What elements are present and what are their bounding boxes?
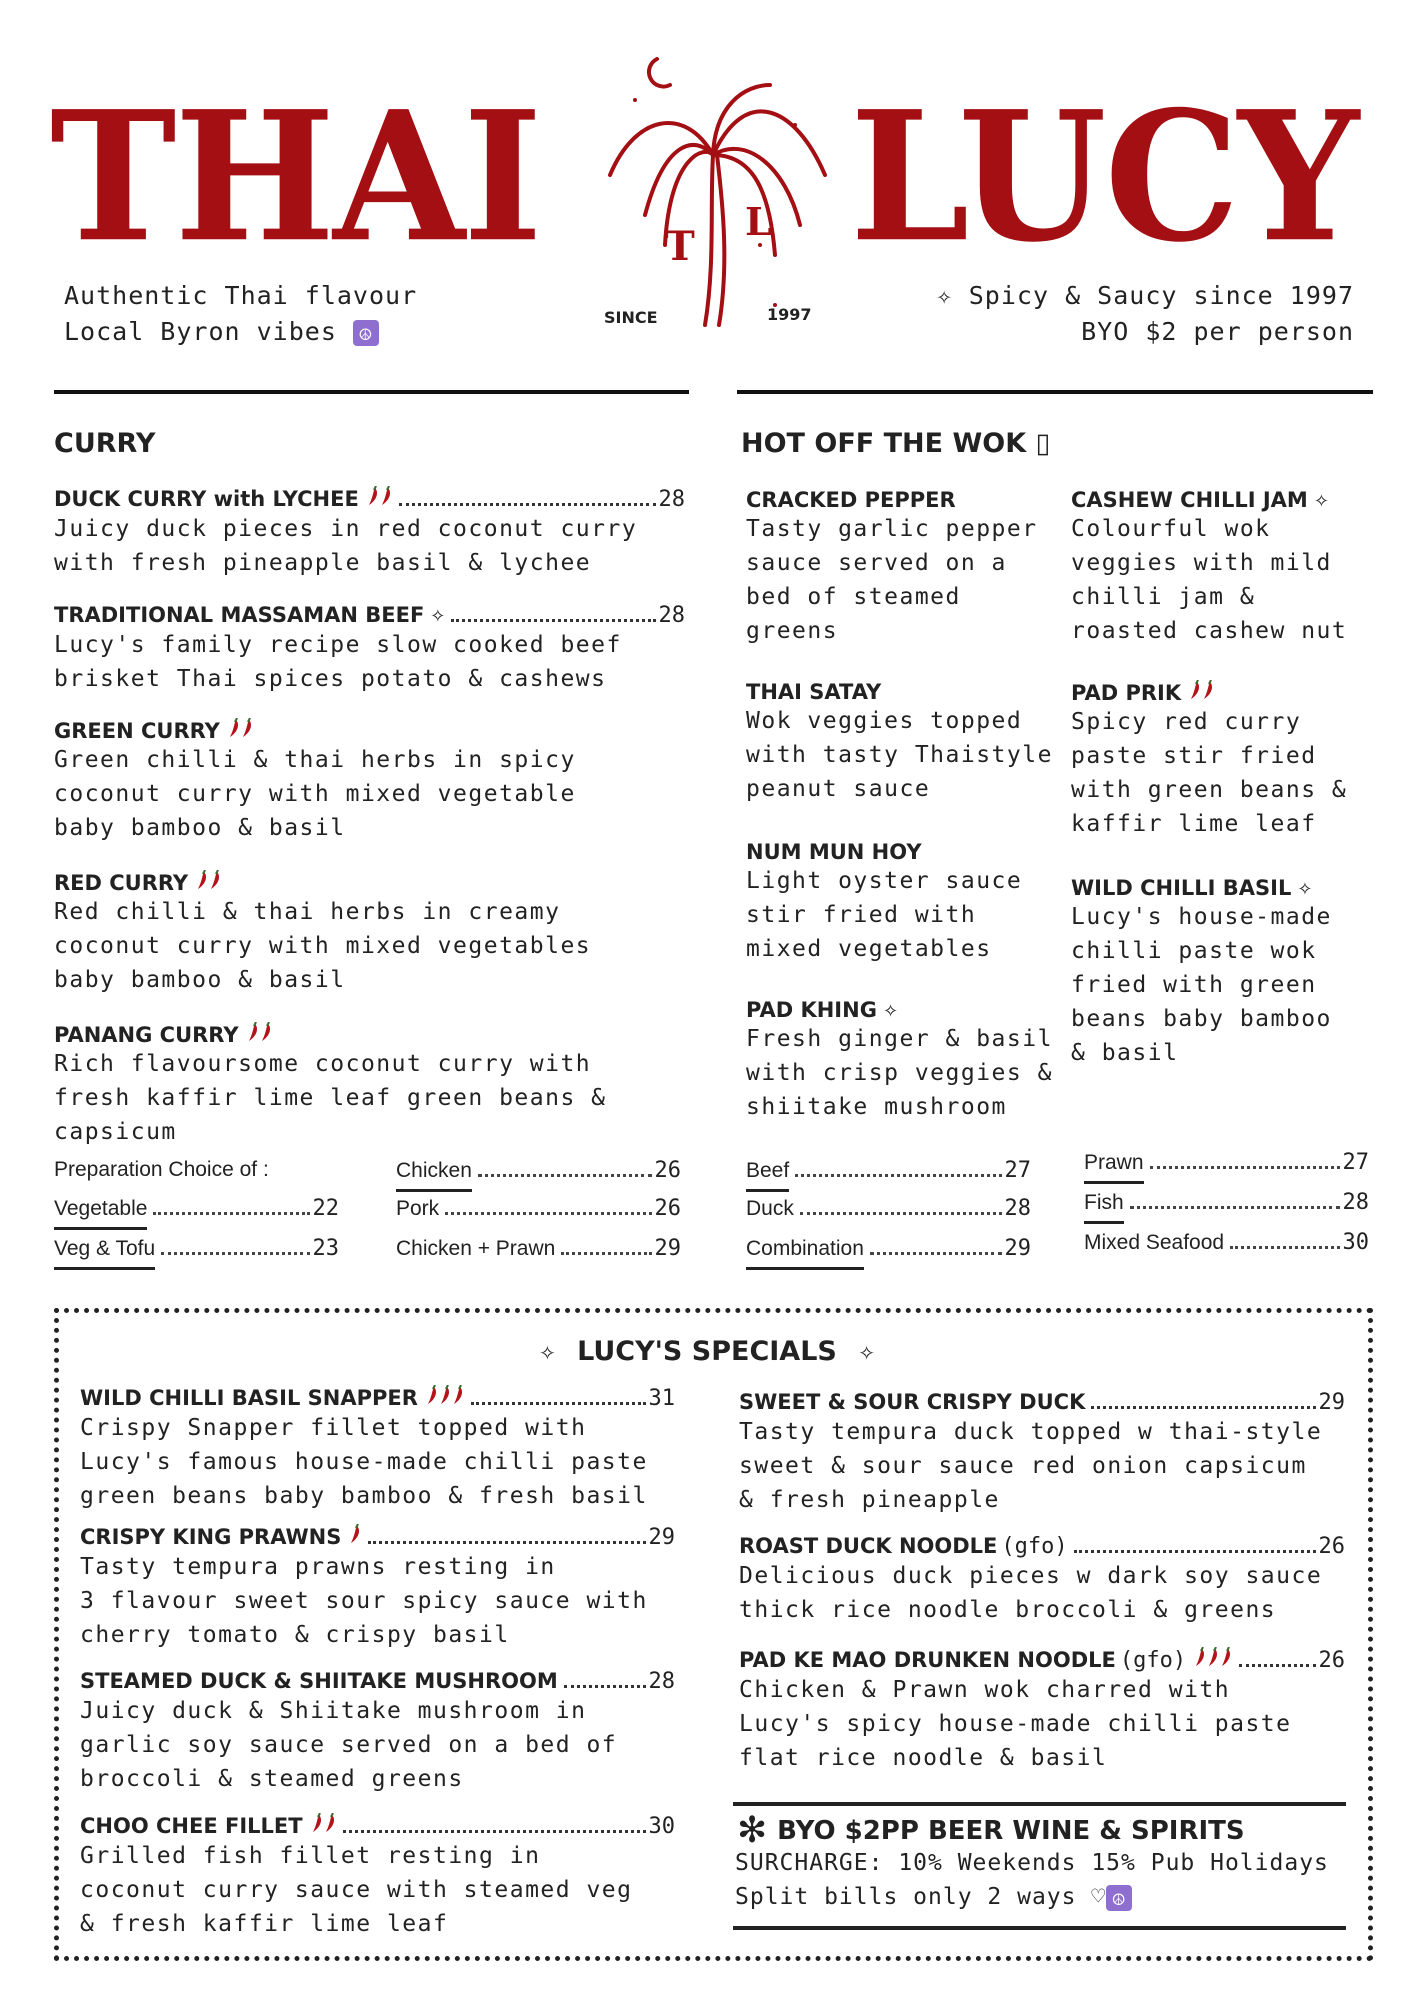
item-title: THAI SATAY [746,680,882,704]
prep-option-name: Chicken [396,1159,472,1192]
item-description: Lucy's famous house-made chilli paste [80,1449,648,1475]
item-description: & fresh kaffir lime leaf [80,1911,449,1937]
item-title: CASHEW CHILLI JAM [1071,488,1308,512]
divider-left [54,390,689,394]
menu-item [746,680,1053,806]
item-description: kaffir lime leaf [1071,811,1317,837]
dot-leader [1091,1406,1315,1409]
dot-leader [399,503,656,506]
svg-text:L: L [745,199,772,244]
dot-leader [343,1830,646,1833]
item-description: baby bamboo & basil [54,967,346,993]
prep-option-price: 26 [654,1158,681,1183]
item-title: PAD KHING [746,998,877,1022]
item-title: PAD KE MAO DRUNKEN NOODLE [739,1648,1116,1672]
item-price: 30 [648,1814,675,1839]
menu-item [739,1534,1345,1627]
since-year: 1997 [767,305,812,324]
byo-heading: BYO $2PP BEER WINE & SPIRITS [777,1816,1245,1846]
dot-leader [1239,1664,1315,1667]
tagline-byo: BYO $2 per person [1081,317,1354,346]
dot-leader [153,1212,309,1215]
item-description: Green chilli & thai herbs in spicy [54,747,576,773]
dot-leader [800,1212,1002,1215]
prep-option-price: 28 [1342,1190,1369,1215]
item-title: WILD CHILLI BASIL SNAPPER [80,1386,418,1410]
item-description: stir fried with [746,902,977,928]
item-description: Colourful wok [1071,516,1271,542]
dot-leader [451,619,655,622]
item-title: NUM MUN HOY [746,840,922,864]
menu-item [80,1813,675,1941]
prep-option [746,1236,1031,1270]
specials-heading-text: LUCY'S SPECIALS [577,1336,837,1367]
wok-heading-text: HOT OFF THE WOK [741,428,1027,459]
prep-option [746,1196,1031,1227]
prep-label: Preparation Choice of : [54,1158,269,1181]
since-label: SINCE [604,308,658,327]
dot-leader [870,1252,1002,1255]
chilli-icon [311,1813,337,1838]
item-description: chilli jam & [1071,584,1256,610]
prep-option-price: 28 [1004,1196,1031,1221]
prep-option-price: 22 [312,1196,339,1221]
item-description: Wok veggies topped [746,708,1023,734]
brand-lucy: LUCY [850,72,1358,283]
item-price: 29 [1318,1390,1345,1415]
prep-option [396,1236,681,1267]
item-description: Lucy's family recipe slow cooked beef [54,632,622,658]
dot-leader [1074,1550,1316,1553]
prep-option-price: 29 [654,1236,681,1261]
menu-item [746,998,1053,1124]
dot-leader [1130,1206,1340,1209]
sparkle-icon: ✧ [858,1341,876,1365]
item-title: CHOO CHEE FILLET [80,1814,303,1838]
menu-item [80,1669,675,1796]
byo-panel [733,1802,1346,1930]
item-title: RED CURRY [54,871,189,895]
prep-option [1084,1230,1369,1261]
item-description: Lucy's house-made [1071,904,1332,930]
item-description: Tasty tempura prawns resting in [80,1554,556,1580]
item-description: coconut curry with mixed vegetable [54,781,576,807]
item-description: Light oyster sauce [746,868,1023,894]
specials-heading [0,1336,1414,1367]
tagline-flavour: Authentic Thai flavour [64,281,418,310]
item-description: Juicy duck & Shiitake mushroom in [80,1698,587,1724]
item-description: flat rice noodle & basil [739,1745,1108,1771]
item-description: green beans baby bamboo & fresh basil [80,1483,648,1509]
item-title: ROAST DUCK NOODLE [739,1534,998,1558]
prep-option [1084,1190,1369,1224]
prep-option [54,1236,339,1270]
item-description: broccoli & steamed greens [80,1766,464,1792]
item-price: 31 [648,1386,675,1411]
sparkle-icon: ✧ [1313,491,1329,512]
peace-icon: ☮ [353,320,379,346]
item-description: roasted cashew nut [1071,618,1348,644]
item-price: 26 [1318,1534,1345,1559]
sparkle-icon: ✧ [538,1341,556,1365]
item-description: coconut curry sauce with steamed veg [80,1877,633,1903]
dot-leader [1150,1166,1340,1169]
item-description: Chicken & Prawn wok charred with [739,1677,1231,1703]
prep-option [54,1196,339,1230]
item-description: garlic soy sauce served on a bed of [80,1732,618,1758]
divider-right [737,390,1373,394]
menu-item [54,486,685,580]
dot-leader [795,1174,1001,1177]
split-bills-text: Split bills only 2 ways ♡ [735,1884,1107,1910]
item-description: with crisp veggies & [746,1060,1053,1086]
prep-option-name: Chicken + Prawn [396,1237,556,1260]
item-description: Delicious duck pieces w dark soy sauce [739,1563,1323,1589]
menu-item [80,1524,675,1652]
item-description: baby bamboo & basil [54,815,346,841]
item-description: beans baby bamboo [1071,1006,1332,1032]
curry-heading: CURRY [54,428,156,459]
tagline-left [64,278,417,350]
item-title: PAD PRIK [1071,681,1182,705]
item-description: greens [746,618,839,644]
menu-item [739,1647,1345,1775]
item-description: paste stir fried [1071,743,1317,769]
prep-option-name: Vegetable [54,1197,147,1230]
item-description: cherry tomato & crispy basil [80,1622,510,1648]
prep-option-name: Beef [746,1159,789,1192]
menu-item [54,603,685,696]
item-description: Fresh ginger & basil [746,1026,1053,1052]
item-description: Lucy's spicy house-made chilli paste [739,1711,1292,1737]
item-description: with tasty Thaistyle [746,742,1053,768]
menu-item [746,840,1046,966]
dot-leader [471,1402,646,1405]
svg-text:T: T [665,223,695,270]
item-title: STEAMED DUCK & SHIITAKE MUSHROOM [80,1669,558,1693]
missing-glyph-icon: ▯ [1035,428,1051,459]
menu-item [1071,680,1371,841]
palm-tree-logo [595,45,835,330]
item-price: 26 [1318,1648,1345,1673]
menu-item [739,1390,1345,1517]
peace-icon: ☮ [1106,1885,1132,1911]
item-title: WILD CHILLI BASIL [1071,876,1292,900]
item-description: chilli paste wok [1071,938,1317,964]
item-description: fried with green [1071,972,1317,998]
item-description: thick rice noodle broccoli & greens [739,1597,1277,1623]
prep-option-name: Mixed Seafood [1084,1231,1225,1254]
prep-option-price: 27 [1342,1150,1369,1175]
prep-option-price: 30 [1342,1230,1369,1255]
item-price: 29 [648,1525,675,1550]
item-description: capsicum [54,1119,177,1145]
item-price: 28 [658,487,685,512]
item-description: Spicy red curry [1071,709,1302,735]
prep-option-price: 29 [1004,1236,1031,1261]
tagline-spicy: ✧ Spicy & Saucy since 1997 [936,281,1354,310]
item-description: with fresh pineapple basil & lychee [54,550,592,576]
menu-item [54,1022,685,1149]
wok-heading [741,428,1050,459]
sparkle-icon: ✧ [1297,879,1313,900]
item-description: veggies with mild [1071,550,1332,576]
chilli-icon [1194,1647,1233,1672]
dot-leader [161,1252,309,1255]
tagline-byron: Local Byron vibes [64,317,337,346]
item-description: sweet & sour sauce red onion capsicum [739,1453,1307,1479]
item-description: Grilled fish fillet resting in [80,1843,541,1869]
item-price: 28 [648,1669,675,1694]
dot-leader [445,1212,651,1215]
dot-leader [564,1685,646,1688]
item-title: TRADITIONAL MASSAMAN BEEF [54,603,425,627]
dot-leader [1230,1246,1339,1249]
prep-option-name: Pork [396,1197,440,1220]
item-description: Juicy duck pieces in red coconut curry [54,516,638,542]
prep-option-price: 23 [312,1236,339,1261]
item-description: Tasty garlic pepper [746,516,1038,542]
menu-item [1071,488,1371,648]
item-title: GREEN CURRY [54,719,220,743]
chilli-icon [367,486,393,511]
dot-leader [561,1252,651,1255]
item-description: sauce served on a [746,550,1007,576]
prep-option-name: Fish [1084,1191,1124,1224]
chilli-icon [1189,680,1215,705]
chilli-icon [196,870,222,895]
tagline-right [937,278,1354,350]
item-description: & fresh pineapple [739,1487,1000,1513]
dot-leader [368,1541,645,1544]
item-title: DUCK CURRY with LYCHEE [54,487,359,511]
item-description: shiitake mushroom [746,1094,1007,1120]
sparkle-icon: ✧ [430,606,446,627]
item-title: CRISPY KING PRAWNS [80,1525,342,1549]
brand-thai: THAI [50,72,541,283]
item-description: 3 flavour sweet sour spicy sauce with [80,1588,648,1614]
prep-option-name: Duck [746,1197,794,1220]
item-description: Tasty tempura duck topped w thai-style [739,1419,1323,1445]
prep-option [1084,1150,1369,1184]
menu-item [54,718,685,845]
item-title: SWEET & SOUR CRISPY DUCK [739,1390,1086,1414]
item-title: PANANG CURRY [54,1023,239,1047]
item-price: 28 [658,603,685,628]
item-description: with green beans & [1071,777,1348,803]
item-description: Rich flavoursome coconut curry with [54,1051,592,1077]
item-description: coconut curry with mixed vegetables [54,933,592,959]
prep-option-price: 27 [1004,1158,1031,1183]
item-title: CRACKED PEPPER [746,488,956,512]
chilli-icon [228,718,254,743]
prep-option-name: Combination [746,1237,864,1270]
surcharge-text: SURCHARGE: 10% Weekends 15% Pub Holidays [735,1850,1329,1876]
item-note: (gfo) [1119,1648,1187,1673]
menu-item [80,1385,675,1513]
item-description: bed of steamed [746,584,961,610]
prep-option [396,1196,681,1227]
chilli-icon [247,1022,273,1047]
item-description: mixed vegetables [746,936,992,962]
asterisk-icon: ✻ [737,1810,768,1851]
sparkle-icon: ✧ [882,1001,899,1022]
item-description: Crispy Snapper fillet topped with [80,1415,587,1441]
chilli-icon [349,1524,362,1549]
prep-option-name: Veg & Tofu [54,1237,155,1270]
prep-option [746,1158,1031,1192]
item-description: Red chilli & thai herbs in creamy [54,899,561,925]
menu-item [746,488,1046,648]
prep-option-name: Prawn [1084,1151,1144,1184]
item-note: (gfo) [1001,1534,1068,1559]
item-description: fresh kaffir lime leaf green beans & [54,1085,607,1111]
chilli-icon [426,1385,465,1410]
menu-item [54,870,685,997]
prep-option-price: 26 [654,1196,681,1221]
item-description: brisket Thai spices potato & cashews [54,666,607,692]
item-description: peanut sauce [746,776,931,802]
dot-leader [478,1174,652,1177]
item-description: & basil [1071,1040,1179,1066]
menu-item [1071,876,1371,1070]
prep-option [396,1158,681,1192]
